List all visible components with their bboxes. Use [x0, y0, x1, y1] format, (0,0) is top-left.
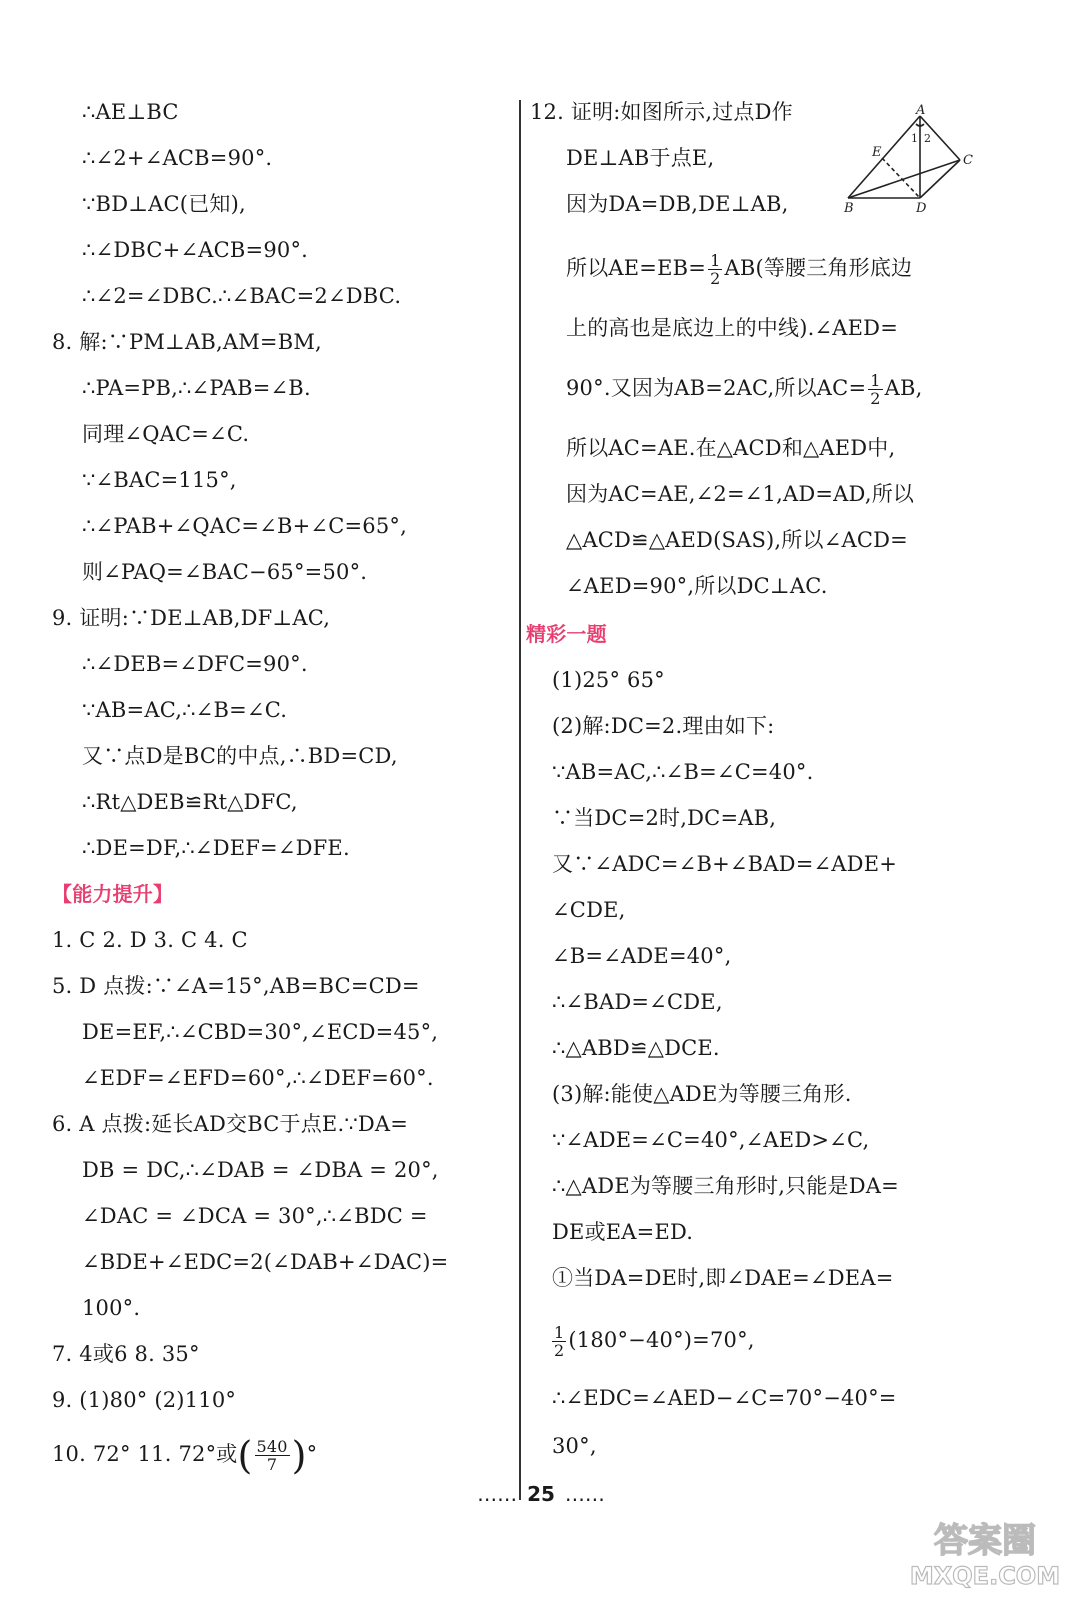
text-line: ∴∠DEB=∠DFC=90°.: [82, 652, 308, 676]
text-line: ∴AE⊥BC: [82, 100, 179, 124]
text-line: (3)解:能使△ADE为等腰三角形.: [552, 1082, 852, 1106]
text-line: 同理∠QAC=∠C.: [82, 422, 250, 446]
text-line: (1)25° 65°: [552, 668, 665, 692]
text-line: 30°,: [552, 1434, 597, 1458]
page-number: 25: [527, 1482, 555, 1506]
text-line: ∠EDF=∠EFD=60°,∴∠DEF=60°.: [82, 1066, 434, 1090]
text-segment: AB,: [884, 376, 923, 400]
text-line: ∴DE=DF,∴∠DEF=∠DFE.: [82, 836, 350, 860]
text-line: ∠CDE,: [552, 898, 626, 922]
degree-sign: °: [306, 1442, 318, 1466]
section-heading-ability: 【能力提升】: [52, 882, 174, 906]
denominator: 7: [266, 1455, 278, 1474]
answers-1-4: 1. C 2. D 3. C 4. C: [52, 928, 248, 952]
numerator: 1: [710, 251, 721, 270]
text-line: DE⊥AB于点E,: [566, 146, 715, 170]
text-line: ∠BDE+∠EDC=2(∠DAB+∠DAC)=: [82, 1250, 449, 1274]
text-line: 因为DA=DB,DE⊥AB,: [566, 192, 789, 216]
text-line: ∴Rt△DEB≌Rt△DFC,: [82, 790, 298, 814]
paren-close: ): [291, 1433, 307, 1478]
fraction: [868, 372, 882, 407]
section-heading-wonderful: 精彩一题: [526, 622, 607, 646]
paren-open: (: [237, 1433, 253, 1478]
denominator: 2: [554, 1341, 565, 1360]
watermark-logo: [900, 1512, 1070, 1592]
text-line: ∵AB=AC,∴∠B=∠C=40°.: [552, 760, 814, 784]
watermark-text-cn: 答案圈: [934, 1521, 1036, 1561]
answer-9: 9. (1)80° (2)110°: [52, 1388, 237, 1412]
text-line: ∴PA=PB,∴∠PAB=∠B.: [82, 376, 311, 400]
text-line: ∴∠BAD=∠CDE,: [552, 990, 723, 1014]
text-line-fraction: [566, 248, 912, 288]
text-line: ∵当DC=2时,DC=AB,: [552, 806, 777, 830]
text-line: ∴∠2=∠DBC.∴∠BAC=2∠DBC.: [82, 284, 402, 308]
text-segment: 90°.又因为AB=2AC,所以AC=: [566, 376, 867, 400]
text-line: ∴∠2+∠ACB=90°.: [82, 146, 273, 170]
question-9: 9. 证明:∵DE⊥AB,DF⊥AC,: [52, 606, 331, 630]
page-footer: [0, 1482, 1082, 1506]
label-B: B: [844, 201, 854, 216]
text-line: ∴∠PAB+∠QAC=∠B+∠C=65°,: [82, 514, 407, 538]
label-1: 1: [911, 132, 918, 145]
text-line: 100°.: [82, 1296, 141, 1320]
text-line: ∴∠EDC=∠AED−∠C=70°−40°=: [552, 1386, 897, 1410]
label-E: E: [872, 145, 882, 160]
text-line: △ACD≌△AED(SAS),所以∠ACD=: [566, 528, 908, 552]
denominator: 2: [870, 389, 881, 408]
question-8: 8. 解:∵PM⊥AB,AM=BM,: [52, 330, 322, 354]
text-line: ∵BD⊥AC(已知),: [82, 192, 246, 216]
text-line: ∵∠ADE=∠C=40°,∠AED>∠C,: [552, 1128, 870, 1152]
watermark-text-url: MXQE.COM: [909, 1562, 1061, 1590]
text-segment: 所以AE=EB=: [566, 256, 707, 280]
denominator: 2: [710, 269, 721, 288]
fraction: [552, 1324, 566, 1359]
text-line-fraction: [566, 368, 923, 408]
answers-10-11: [52, 1430, 317, 1480]
numerator: 1: [870, 371, 881, 390]
text-line: ∴△ABD≌△DCE.: [552, 1036, 720, 1060]
question-6: 6. A 点拨:延长AD交BC于点E.∵DA=: [52, 1112, 409, 1136]
segment-DE: [882, 158, 920, 198]
text-line: DB = DC,∴∠DAB = ∠DBA = 20°,: [82, 1158, 439, 1182]
fraction: [255, 1438, 290, 1473]
text-line: DE=EF,∴∠CBD=30°,∠ECD=45°,: [82, 1020, 439, 1044]
label-A: A: [916, 103, 926, 118]
footer-dots-left: ……: [477, 1482, 518, 1506]
numerator: 540: [256, 1437, 288, 1456]
text-line: ∠AED=90°,所以DC⊥AC.: [566, 574, 828, 598]
text-line: 又∵∠ADC=∠B+∠BAD=∠ADE+: [552, 852, 898, 876]
text-line: (2)解:DC=2.理由如下:: [552, 714, 775, 738]
text-segment: AB(等腰三角形底边: [724, 256, 913, 280]
label-C: C: [963, 153, 973, 168]
footer-dots-right: ……: [564, 1482, 605, 1506]
geometry-figure: [844, 103, 998, 216]
fraction: [708, 252, 722, 287]
text-line: ∵AB=AC,∴∠B=∠C.: [82, 698, 288, 722]
text-line: 则∠PAQ=∠BAC−65°=50°.: [82, 560, 368, 584]
numerator: 1: [554, 1323, 565, 1342]
segment-CD: [920, 160, 960, 198]
text-line: 又∵点D是BC的中点,∴BD=CD,: [82, 744, 398, 768]
text-line: 所以AC=AE.在△ACD和△AED中,: [566, 436, 896, 460]
text-line: ∵∠BAC=115°,: [82, 468, 237, 492]
text-line: 上的高也是底边上的中线).∠AED=: [566, 316, 898, 340]
question-12: 12. 证明:如图所示,过点D作: [530, 100, 793, 124]
label-D: D: [916, 201, 927, 216]
answers-10-11-text: 10. 72° 11. 72°或: [52, 1442, 238, 1466]
text-line-fraction: [552, 1320, 755, 1360]
answers-7-8: 7. 4或6 8. 35°: [52, 1342, 200, 1366]
text-line: ①当DA=DE时,即∠DAE=∠DEA=: [552, 1266, 894, 1290]
text-line: ∠B=∠ADE=40°,: [552, 944, 732, 968]
text-line: 因为AC=AE,∠2=∠1,AD=AD,所以: [566, 482, 915, 506]
text-line: ∠DAC = ∠DCA = 30°,∴∠BDC =: [82, 1204, 428, 1228]
label-2: 2: [924, 132, 931, 145]
column-divider: [519, 100, 521, 1500]
text-line: ∴△ADE为等腰三角形时,只能是DA=: [552, 1174, 899, 1198]
question-5: 5. D 点拨:∵∠A=15°,AB=BC=CD=: [52, 974, 420, 998]
text-line: DE或EA=ED.: [552, 1220, 694, 1244]
text-line: ∴∠DBC+∠ACB=90°.: [82, 238, 309, 262]
text-segment: (180°−40°)=70°,: [568, 1328, 755, 1352]
